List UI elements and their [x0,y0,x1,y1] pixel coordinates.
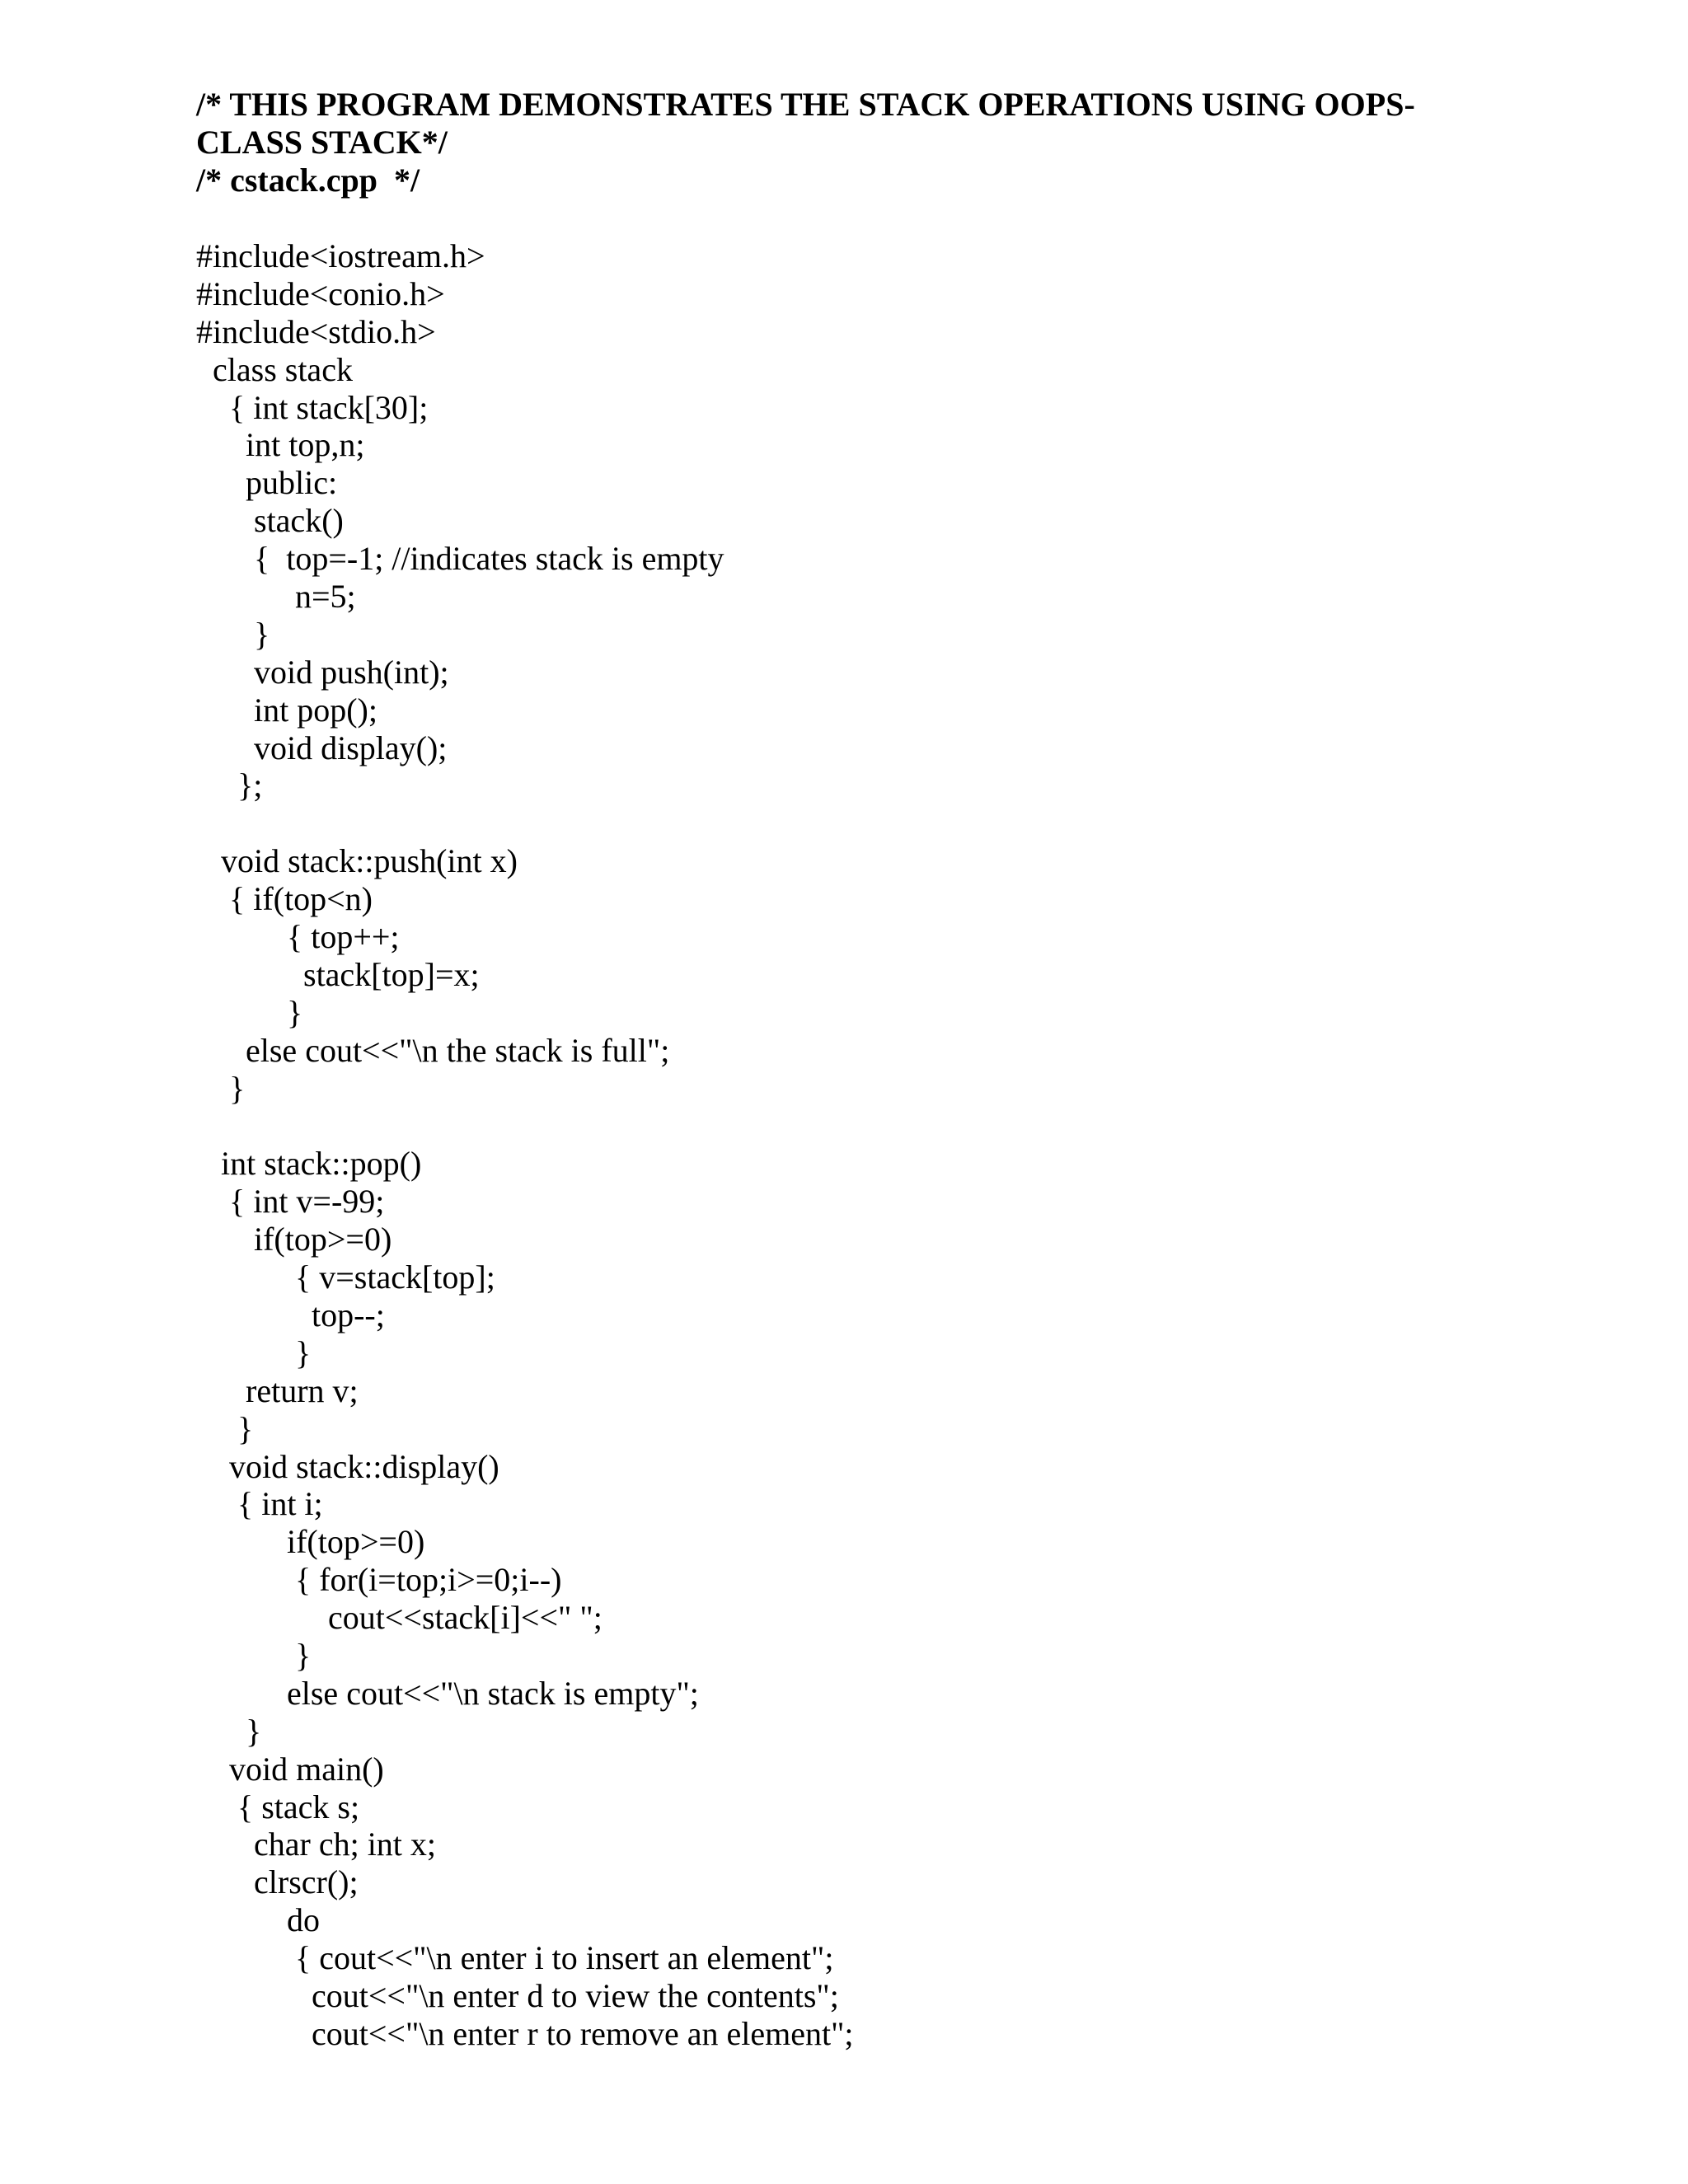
code-line: { int v=-99; [196,1183,385,1221]
code-line: } [196,993,303,1031]
heading-line-3: /* cstack.cpp */ [196,162,420,199]
code-line: top--; [196,1296,385,1333]
code-line: int pop(); [196,691,377,729]
code-line: void stack::push(int x) [196,842,518,880]
code-line: n=5; [196,578,356,616]
code-line: } [196,1712,262,1750]
code-line [196,1107,1482,1145]
code-line: else cout<<"\n stack is empty"; [196,1674,699,1712]
code-line: } [196,1636,312,1674]
code-line: void main() [196,1750,384,1788]
code-line: { stack s; [196,1788,360,1825]
code-line: int top,n; [196,426,365,464]
code-line [196,804,1482,842]
code-line: cout<<"\n enter d to view the contents"; [196,1976,839,2014]
code-line: void stack::display() [196,1447,499,1485]
program-heading [196,86,1482,199]
code-line: { if(top<n) [196,880,373,918]
code-line: class stack [196,350,353,388]
code-line: stack() [196,502,344,540]
code-listing [196,237,1482,2053]
code-line: } [196,1409,254,1447]
code-line: if(top>=0) [196,1523,425,1561]
code-line: }; [196,766,263,804]
heading-line-2: CLASS STACK*/ [196,124,448,161]
code-line: { int i; [196,1485,323,1523]
code-line: int stack::pop() [196,1145,422,1183]
code-line: stack[top]=x; [196,955,480,993]
code-line: do [196,1901,320,1939]
code-line: cout<<stack[i]<<" "; [196,1599,603,1637]
code-line: } [196,1333,312,1371]
code-line: { v=stack[top]; [196,1258,495,1296]
code-line: cout<<"\n enter r to remove an element"; [196,2014,854,2052]
code-line: void display(); [196,729,448,766]
code-line: #include<stdio.h> [196,312,436,350]
code-line: } [196,615,270,653]
code-line: } [196,1069,246,1107]
code-line: else cout<<"\n the stack is full"; [196,1031,670,1069]
code-line: char ch; int x; [196,1825,437,1863]
code-line: clrscr(); [196,1863,359,1901]
code-line: { for(i=top;i>=0;i--) [196,1561,562,1599]
code-line: public: [196,464,338,502]
code-line: #include<conio.h> [196,274,445,312]
code-line: { cout<<"\n enter i to insert an element"; [196,1939,834,1977]
code-line: { top++; [196,918,400,956]
code-line: { int stack[30]; [196,388,429,426]
code-line: { top=-1; //indicates stack is empty [196,540,724,578]
code-line: return v; [196,1371,359,1409]
code-line: if(top>=0) [196,1221,392,1258]
heading-line-1: /* THIS PROGRAM DEMONSTRATES THE STACK OPERATIONS USING OOPS- [196,86,1415,123]
code-line: #include<iostream.h> [196,237,485,274]
code-line: void push(int); [196,653,449,691]
